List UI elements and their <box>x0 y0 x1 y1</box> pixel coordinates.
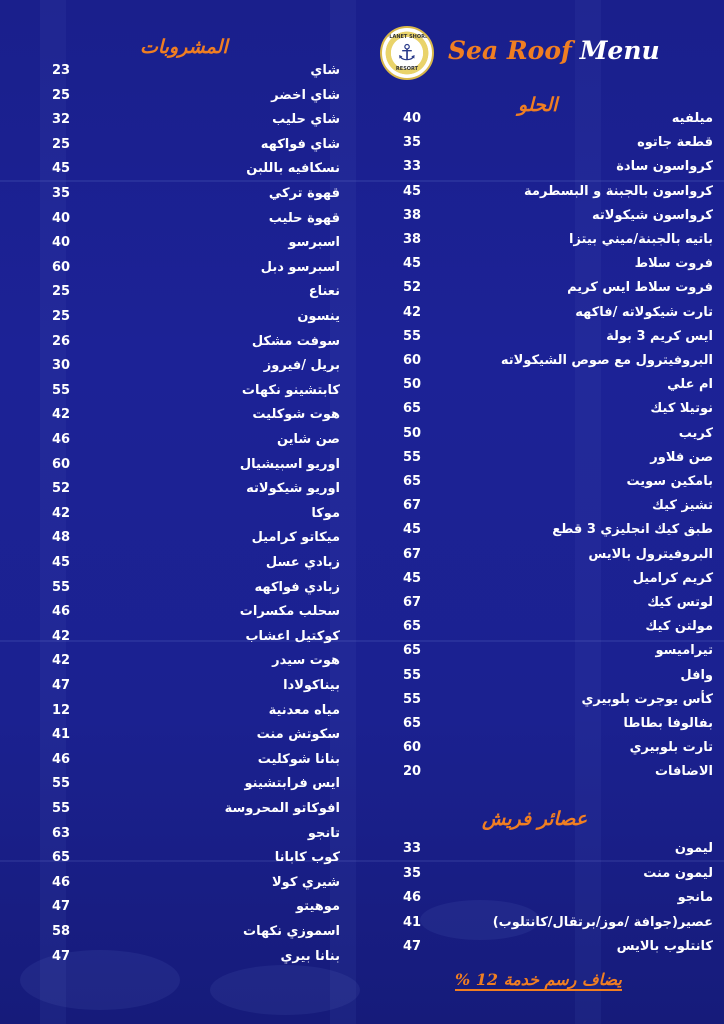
menu-item-price: 35 <box>52 186 71 201</box>
menu-item-row <box>52 601 340 623</box>
anchor-icon: ⚓ <box>397 40 417 66</box>
menu-item-price: 25 <box>52 284 71 300</box>
menu-item-price: 65 <box>403 474 422 489</box>
menu-item-row <box>403 398 713 420</box>
menu-item-name: ميلفيه <box>671 111 713 126</box>
menu-item-name: صن فلاور <box>650 449 713 465</box>
menu-item-price: 40 <box>52 235 71 251</box>
menu-item-row <box>52 60 340 82</box>
menu-item-name: بامكين سويت <box>626 474 713 489</box>
menu-item-row <box>403 495 713 517</box>
menu-item-row <box>52 872 340 894</box>
menu-item-name: طبق كيك انجليزي 3 قطع <box>552 522 713 538</box>
menu-item-price: 25 <box>52 87 71 103</box>
menu-item-name: باتيه بالجبنة/ميني بيتزا <box>569 232 713 247</box>
menu-item-row <box>52 823 340 845</box>
menu-item-name: شاي اخضر <box>271 87 340 103</box>
menu-item-name: زبادي فواكهه <box>254 579 340 595</box>
menu-item-row <box>403 616 713 638</box>
menu-item-row <box>403 568 713 590</box>
menu-item-name: لوتس كيك <box>647 595 713 610</box>
menu-item-row <box>403 592 713 614</box>
menu-item-price: 65 <box>403 643 422 659</box>
menu-item-row <box>403 350 713 372</box>
menu-item-price: 55 <box>403 667 422 683</box>
menu-item-row <box>52 577 340 599</box>
menu-item-name: تشيز كيك <box>651 498 713 514</box>
menu-item-name: كريب <box>678 425 713 441</box>
menu-item-row <box>403 713 713 735</box>
menu-item-row <box>403 229 713 251</box>
menu-item-row <box>52 527 340 549</box>
menu-item-name: ينسون <box>297 309 340 324</box>
menu-item-row <box>52 798 340 820</box>
menu-item-row <box>52 650 340 672</box>
menu-item-price: 33 <box>403 159 422 175</box>
menu-item-row <box>403 936 713 958</box>
menu-item-row <box>403 205 713 227</box>
menu-item-name: هوت سيدر <box>272 653 340 669</box>
menu-item-price: 67 <box>403 595 422 610</box>
menu-item-price: 46 <box>403 890 422 905</box>
menu-item-name: بيناكولادا <box>283 678 340 693</box>
menu-item-row <box>403 544 713 566</box>
menu-item-name: ميكاتو كراميل <box>251 530 340 546</box>
menu-item-row <box>403 302 713 324</box>
menu-item-price: 26 <box>52 333 71 349</box>
menu-item-row <box>52 404 340 426</box>
menu-item-name: شاي <box>310 63 340 78</box>
juices-list <box>403 838 713 968</box>
menu-item-name: اوريو اسبيشيال <box>239 456 340 472</box>
menu-item-name: مانجو <box>677 890 713 905</box>
desserts-section-title: الحلو <box>518 94 558 116</box>
menu-item-name: اسبرسو <box>288 235 340 251</box>
menu-item-name: بفالوفا بطاطا <box>623 716 713 731</box>
menu-item-price: 58 <box>52 924 71 939</box>
menu-item-price: 40 <box>52 210 71 226</box>
menu-item-price: 55 <box>403 328 422 344</box>
menu-item-price: 38 <box>403 232 422 247</box>
menu-item-price: 12 <box>52 702 71 718</box>
menu-item-price: 47 <box>403 939 422 954</box>
menu-item-row <box>52 380 340 402</box>
menu-item-row <box>52 208 340 230</box>
menu-item-name: قهوة تركي <box>268 186 340 201</box>
menu-item-price: 63 <box>52 825 71 841</box>
menu-item-name: كرواسون بالجبنة و البسطرمة <box>524 183 713 199</box>
menu-item-price: 25 <box>52 136 71 152</box>
menu-item-name: فروت سلاط ايس كريم <box>567 280 713 296</box>
menu-item-price: 46 <box>52 604 71 620</box>
menu-item-name: كوب كابانا <box>274 850 340 866</box>
menu-item-name: مولتن كيك <box>645 619 713 635</box>
menu-item-row <box>403 423 713 445</box>
menu-item-row <box>403 912 713 934</box>
menu-item-row <box>52 331 340 353</box>
menu-item-price: 45 <box>403 522 422 538</box>
menu-item-price: 50 <box>403 377 422 393</box>
menu-item-name: نوتيلا كيك <box>650 401 713 417</box>
menu-item-name: تارت بلوبيري <box>629 740 713 756</box>
menu-item-price: 45 <box>52 161 71 177</box>
menu-item-price: 41 <box>52 727 71 743</box>
menu-item-price: 35 <box>403 865 422 881</box>
menu-item-price: 65 <box>52 850 71 866</box>
menu-item-price: 33 <box>403 841 422 856</box>
menu-item-name: ليمون <box>674 841 713 856</box>
menu-item-price: 38 <box>403 207 422 223</box>
menu-item-row <box>403 761 713 783</box>
logo-text-top: PLANET SHORE <box>385 34 429 40</box>
menu-item-name: كرواسون سادة <box>616 159 713 175</box>
menu-item-price: 55 <box>403 449 422 465</box>
menu-item-name: زبادي عسل <box>265 555 340 570</box>
menu-item-price: 25 <box>52 309 71 324</box>
menu-item-price: 65 <box>403 619 422 635</box>
menu-item-row <box>52 257 340 279</box>
menu-item-row <box>52 552 340 574</box>
menu-item-row <box>52 503 340 525</box>
menu-item-name: بريل /فيروز <box>263 358 340 374</box>
menu-item-row <box>403 863 713 885</box>
menu-item-row <box>52 700 340 722</box>
menu-item-row <box>403 132 713 154</box>
menu-item-row <box>52 158 340 180</box>
menu-item-name: اسبرسو دبل <box>260 259 340 275</box>
menu-item-price: 60 <box>403 740 422 756</box>
menu-item-price: 60 <box>52 456 71 472</box>
menu-item-price: 65 <box>403 401 422 417</box>
menu-item-row <box>403 665 713 687</box>
menu-item-price: 42 <box>52 628 71 644</box>
menu-item-row <box>52 724 340 746</box>
menu-item-name: كانتلوب بالايس <box>616 939 713 954</box>
menu-item-row <box>52 675 340 697</box>
menu-item-price: 47 <box>52 948 71 964</box>
service-charge-note: يضاف رسم خدمة 12 % <box>455 970 622 989</box>
menu-item-name: تانجو <box>307 825 340 841</box>
menu-item-name: الاضافات <box>654 764 713 780</box>
menu-item-row <box>52 134 340 156</box>
menu-item-name: سحلب مكسرات <box>239 604 340 620</box>
menu-item-row <box>52 454 340 476</box>
menu-item-row <box>403 689 713 711</box>
drinks-section-title: المشروبات <box>140 36 228 58</box>
menu-item-name: سوفت مشكل <box>251 333 340 349</box>
menu-item-name: البروفيترول مع صوص الشيكولاته <box>500 353 713 368</box>
menu-item-name: مياه معدنية <box>268 702 340 718</box>
menu-item-row <box>403 519 713 541</box>
menu-item-row <box>403 887 713 909</box>
menu-item-name: موكا <box>311 505 340 521</box>
menu-item-name: بنانا شوكليت <box>257 751 340 767</box>
menu-item-price: 45 <box>52 555 71 570</box>
menu-item-name: هوت شوكليت <box>252 407 340 423</box>
menu-item-name: افوكاتو المحروسة <box>224 801 340 816</box>
menu-item-row <box>403 374 713 396</box>
menu-item-name: كوكتيل اعشاب <box>245 628 340 644</box>
menu-item-row <box>52 183 340 205</box>
menu-title <box>448 36 660 65</box>
menu-item-price: 46 <box>52 432 71 447</box>
menu-item-row <box>403 181 713 203</box>
menu-item-price: 42 <box>52 653 71 669</box>
menu-item-name: نسكافيه باللبن <box>246 161 340 177</box>
menu-item-name: سكوتش منت <box>256 727 340 743</box>
menu-item-row <box>52 478 340 500</box>
menu-item-name: موهيتو <box>296 899 340 915</box>
menu-item-row <box>403 640 713 662</box>
anchor-logo-icon <box>380 26 434 80</box>
menu-item-price: 40 <box>403 111 422 126</box>
menu-item-row <box>52 306 340 328</box>
drinks-list <box>52 60 340 980</box>
menu-item-name: وافل <box>680 667 713 683</box>
menu-item-price: 32 <box>52 112 71 128</box>
menu-item-row <box>52 85 340 107</box>
menu-item-price: 20 <box>403 764 422 780</box>
menu-item-row <box>52 109 340 131</box>
menu-item-price: 60 <box>403 353 422 368</box>
menu-item-name: بنانا بيري <box>280 948 340 964</box>
menu-item-row <box>403 156 713 178</box>
logo-text-bottom: RESORT <box>395 66 419 72</box>
menu-header <box>380 26 710 86</box>
menu-title-brand: Sea Roof <box>448 36 572 65</box>
menu-item-name: نعناع <box>308 284 340 300</box>
juices-section-title: عصائر فريش <box>482 808 588 830</box>
menu-item-price: 46 <box>52 751 71 767</box>
menu-item-name: قهوة حليب <box>268 210 340 226</box>
menu-item-row <box>403 471 713 493</box>
menu-item-price: 41 <box>403 914 422 930</box>
menu-item-row <box>403 253 713 275</box>
menu-item-name: شاي فواكهه <box>260 136 340 152</box>
menu-item-row <box>403 838 713 860</box>
menu-item-price: 42 <box>52 407 71 423</box>
menu-item-row <box>52 429 340 451</box>
menu-item-price: 67 <box>403 498 422 514</box>
menu-item-price: 55 <box>52 776 71 792</box>
menu-item-price: 35 <box>403 135 422 151</box>
menu-item-price: 55 <box>52 382 71 398</box>
menu-item-price: 45 <box>403 183 422 199</box>
menu-item-price: 45 <box>403 256 422 272</box>
menu-item-row <box>403 737 713 759</box>
menu-item-price: 42 <box>52 505 71 521</box>
menu-item-row <box>52 773 340 795</box>
menu-item-name: صن شاين <box>276 432 340 447</box>
menu-item-name: كابتشينو نكهات <box>241 382 340 398</box>
menu-item-price: 52 <box>52 481 71 497</box>
menu-item-price: 46 <box>52 874 71 890</box>
menu-item-price: 30 <box>52 358 71 374</box>
menu-item-row <box>52 232 340 254</box>
menu-item-name: ليمون منت <box>643 865 713 881</box>
menu-item-row <box>52 946 340 968</box>
menu-item-price: 47 <box>52 899 71 915</box>
menu-item-price: 50 <box>403 425 422 441</box>
menu-item-name: ايس كريم 3 بولة <box>606 328 713 344</box>
menu-item-name: فروت سلاط <box>634 256 713 272</box>
menu-item-price: 45 <box>403 570 422 586</box>
menu-item-price: 55 <box>52 579 71 595</box>
menu-item-row <box>52 921 340 943</box>
menu-item-row <box>52 355 340 377</box>
menu-item-name: عصير(جوافة /موز/برتقال/كانتلوب) <box>492 914 713 930</box>
desserts-list <box>403 108 713 808</box>
menu-item-name: تيراميسو <box>655 643 713 659</box>
menu-item-price: 48 <box>52 530 71 546</box>
menu-item-price: 23 <box>52 63 71 78</box>
menu-item-price: 55 <box>403 691 422 707</box>
menu-item-price: 60 <box>52 259 71 275</box>
menu-item-row <box>52 281 340 303</box>
menu-item-name: البروفيترول بالايس <box>588 546 713 562</box>
menu-item-row <box>403 108 713 130</box>
menu-item-name: كريم كراميل <box>632 570 713 586</box>
menu-item-row <box>52 847 340 869</box>
menu-item-price: 55 <box>52 801 71 816</box>
menu-item-row <box>403 277 713 299</box>
menu-item-name: اسموزي نكهات <box>243 924 340 939</box>
menu-item-name: شيري كولا <box>271 874 340 890</box>
menu-item-name: قطعة جاتوه <box>637 135 713 151</box>
menu-item-name: تارت شيكولاته /فاكهه <box>575 304 713 320</box>
menu-item-row <box>52 749 340 771</box>
menu-item-row <box>403 326 713 348</box>
menu-item-price: 42 <box>403 304 422 320</box>
menu-item-name: ايس فرابتشينو <box>244 776 340 792</box>
menu-item-name: كأس يوجرت بلوبيري <box>581 691 713 707</box>
menu-item-price: 65 <box>403 716 422 731</box>
menu-item-row <box>403 447 713 469</box>
menu-item-name: شاي حليب <box>272 112 340 128</box>
menu-item-name: ام علي <box>667 377 713 393</box>
menu-item-price: 47 <box>52 678 71 693</box>
menu-item-price: 67 <box>403 546 422 562</box>
menu-item-row <box>52 896 340 918</box>
menu-item-name: اوريو شيكولاته <box>246 481 340 497</box>
menu-item-price: 52 <box>403 280 422 296</box>
menu-title-word: Menu <box>579 36 660 65</box>
menu-item-row <box>52 626 340 648</box>
menu-item-name: كرواسون شيكولاته <box>592 207 713 223</box>
